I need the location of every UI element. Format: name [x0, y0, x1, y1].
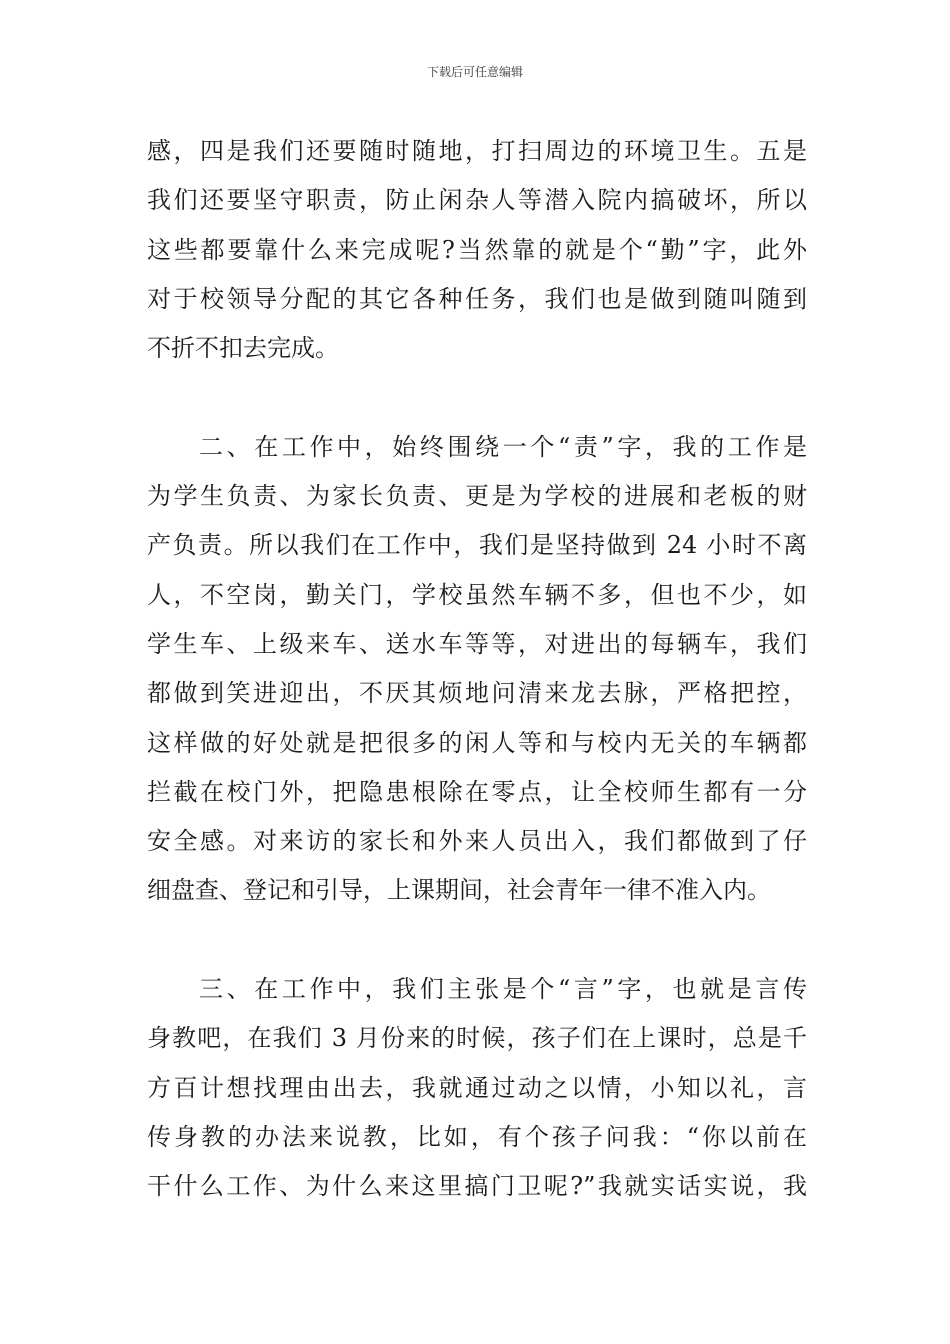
text-line: 二、在工作中，始终围绕一个“责”字，我的工作是 [199, 432, 807, 461]
text-line: 这些都要靠什么来完成呢?当然靠的就是个“勤”字，此外 [147, 235, 807, 264]
text-line: 产负责。所以我们在工作中，我们是坚持做到 24 小时不离 [147, 531, 807, 560]
text-line: 安全感。对来访的家长和外来人员出入，我们都做到了仔 [147, 827, 807, 856]
paragraph-gap [147, 916, 807, 965]
document-body [147, 127, 807, 1212]
text-line: 拦截在校门外，把隐患根除在零点，让全校师生都有一分 [147, 777, 807, 806]
paragraph-2 [147, 423, 807, 916]
paragraph-1 [147, 127, 807, 373]
text-line: 传身教的办法来说教，比如，有个孩子问我：“你以前在 [147, 1122, 807, 1151]
page-header: 下载后可任意编辑 [426, 65, 523, 79]
text-line: 对于校领导分配的其它各种任务，我们也是做到随叫随到 [147, 284, 807, 313]
text-line: 干什么工作、为什么来这里搞门卫呢?”我就实话实说，我 [147, 1172, 807, 1201]
text-line: 人，不空岗，勤关门，学校虽然车辆不多，但也不少，如 [147, 580, 807, 609]
text-line: 身教吧，在我们 3 月份来的时候，孩子们在上课时，总是千 [147, 1024, 807, 1053]
text-line: 我们还要坚守职责，防止闲杂人等潜入院内搞破坏，所以 [147, 186, 807, 215]
text-line: 都做到笑进迎出，不厌其烦地问清来龙去脉，严格把控， [147, 679, 807, 708]
text-line: 不折不扣去完成。 [147, 334, 339, 363]
text-line: 方百计想找理由出去，我就通过动之以情，小知以礼，言 [147, 1073, 807, 1102]
text-line: 为学生负责、为家长负责、更是为学校的进展和老板的财 [147, 482, 807, 511]
text-line: 三、在工作中，我们主张是个“言”字，也就是言传 [199, 975, 807, 1004]
text-line: 学生车、上级来车、送水车等等，对进出的每辆车，我们 [147, 629, 807, 658]
paragraph-3 [147, 965, 807, 1211]
text-line: 感，四是我们还要随时随地，打扫周边的环境卫生。五是 [147, 137, 807, 165]
paragraph-gap [147, 373, 807, 422]
text-line: 这样做的好处就是把很多的闲人等和与校内无关的车辆都 [147, 728, 807, 757]
text-line: 细盘查、登记和引导，上课期间，社会青年一律不准入内。 [147, 876, 771, 905]
